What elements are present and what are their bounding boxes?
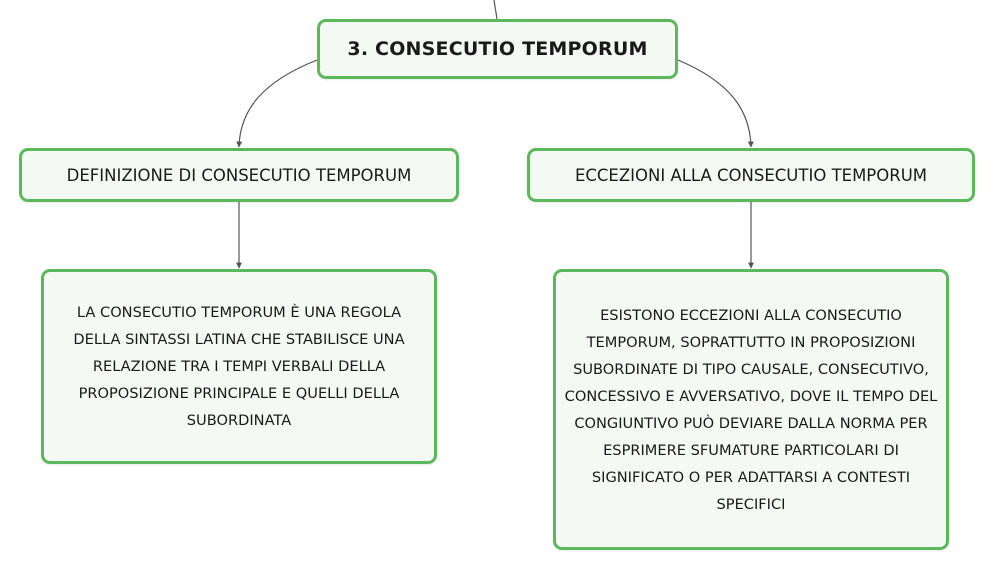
root-node[interactable] bbox=[317, 19, 678, 79]
leaf-node-eccezioni[interactable] bbox=[553, 269, 949, 550]
leaf-node-text: ESISTONO ECCEZIONI ALLA CONSECUTIO TEMPORUM, SOPRATTUTTO IN PROPOSIZIONI SUBORDINATE DI TIPO CAUSALE, CONSECUTIVO, CONCESSIVO E AVVERSATIVO, DOVE IL TEMPO DEL CONGIUNTIVO PUÒ DEVIARE DALLA NORMA PER ESPRIMERE SFUMATURE PARTICOLARI DI SIGNIFICATO O PER ADATTARSI A CONTESTI SPECIFICI bbox=[564, 306, 938, 513]
connector-root-to-right-branch bbox=[678, 60, 751, 147]
branch-node-label: DEFINIZIONE DI CONSECUTIO TEMPORUM bbox=[66, 165, 412, 185]
leaf-node-text: LA CONSECUTIO TEMPORUM È UNA REGOLA DELLA SINTASSI LATINA CHE STABILISCE UNA RELAZIONE TRA I TEMPI VERBALI DELLA PROPOSIZIONE PRINCIPALE E QUELLI DELLA SUBORDINATA bbox=[73, 304, 405, 429]
connector-root-to-left-branch bbox=[239, 60, 317, 147]
branch-node-label: ECCEZIONI ALLA CONSECUTIO TEMPORUM bbox=[574, 165, 928, 185]
branch-node-eccezioni[interactable] bbox=[527, 148, 975, 202]
root-node-label: 3. CONSECUTIO TEMPORUM bbox=[347, 38, 648, 60]
connector-from-parent bbox=[494, 0, 497, 19]
leaf-node-definizione[interactable] bbox=[41, 269, 437, 464]
branch-node-definizione[interactable] bbox=[19, 148, 459, 202]
